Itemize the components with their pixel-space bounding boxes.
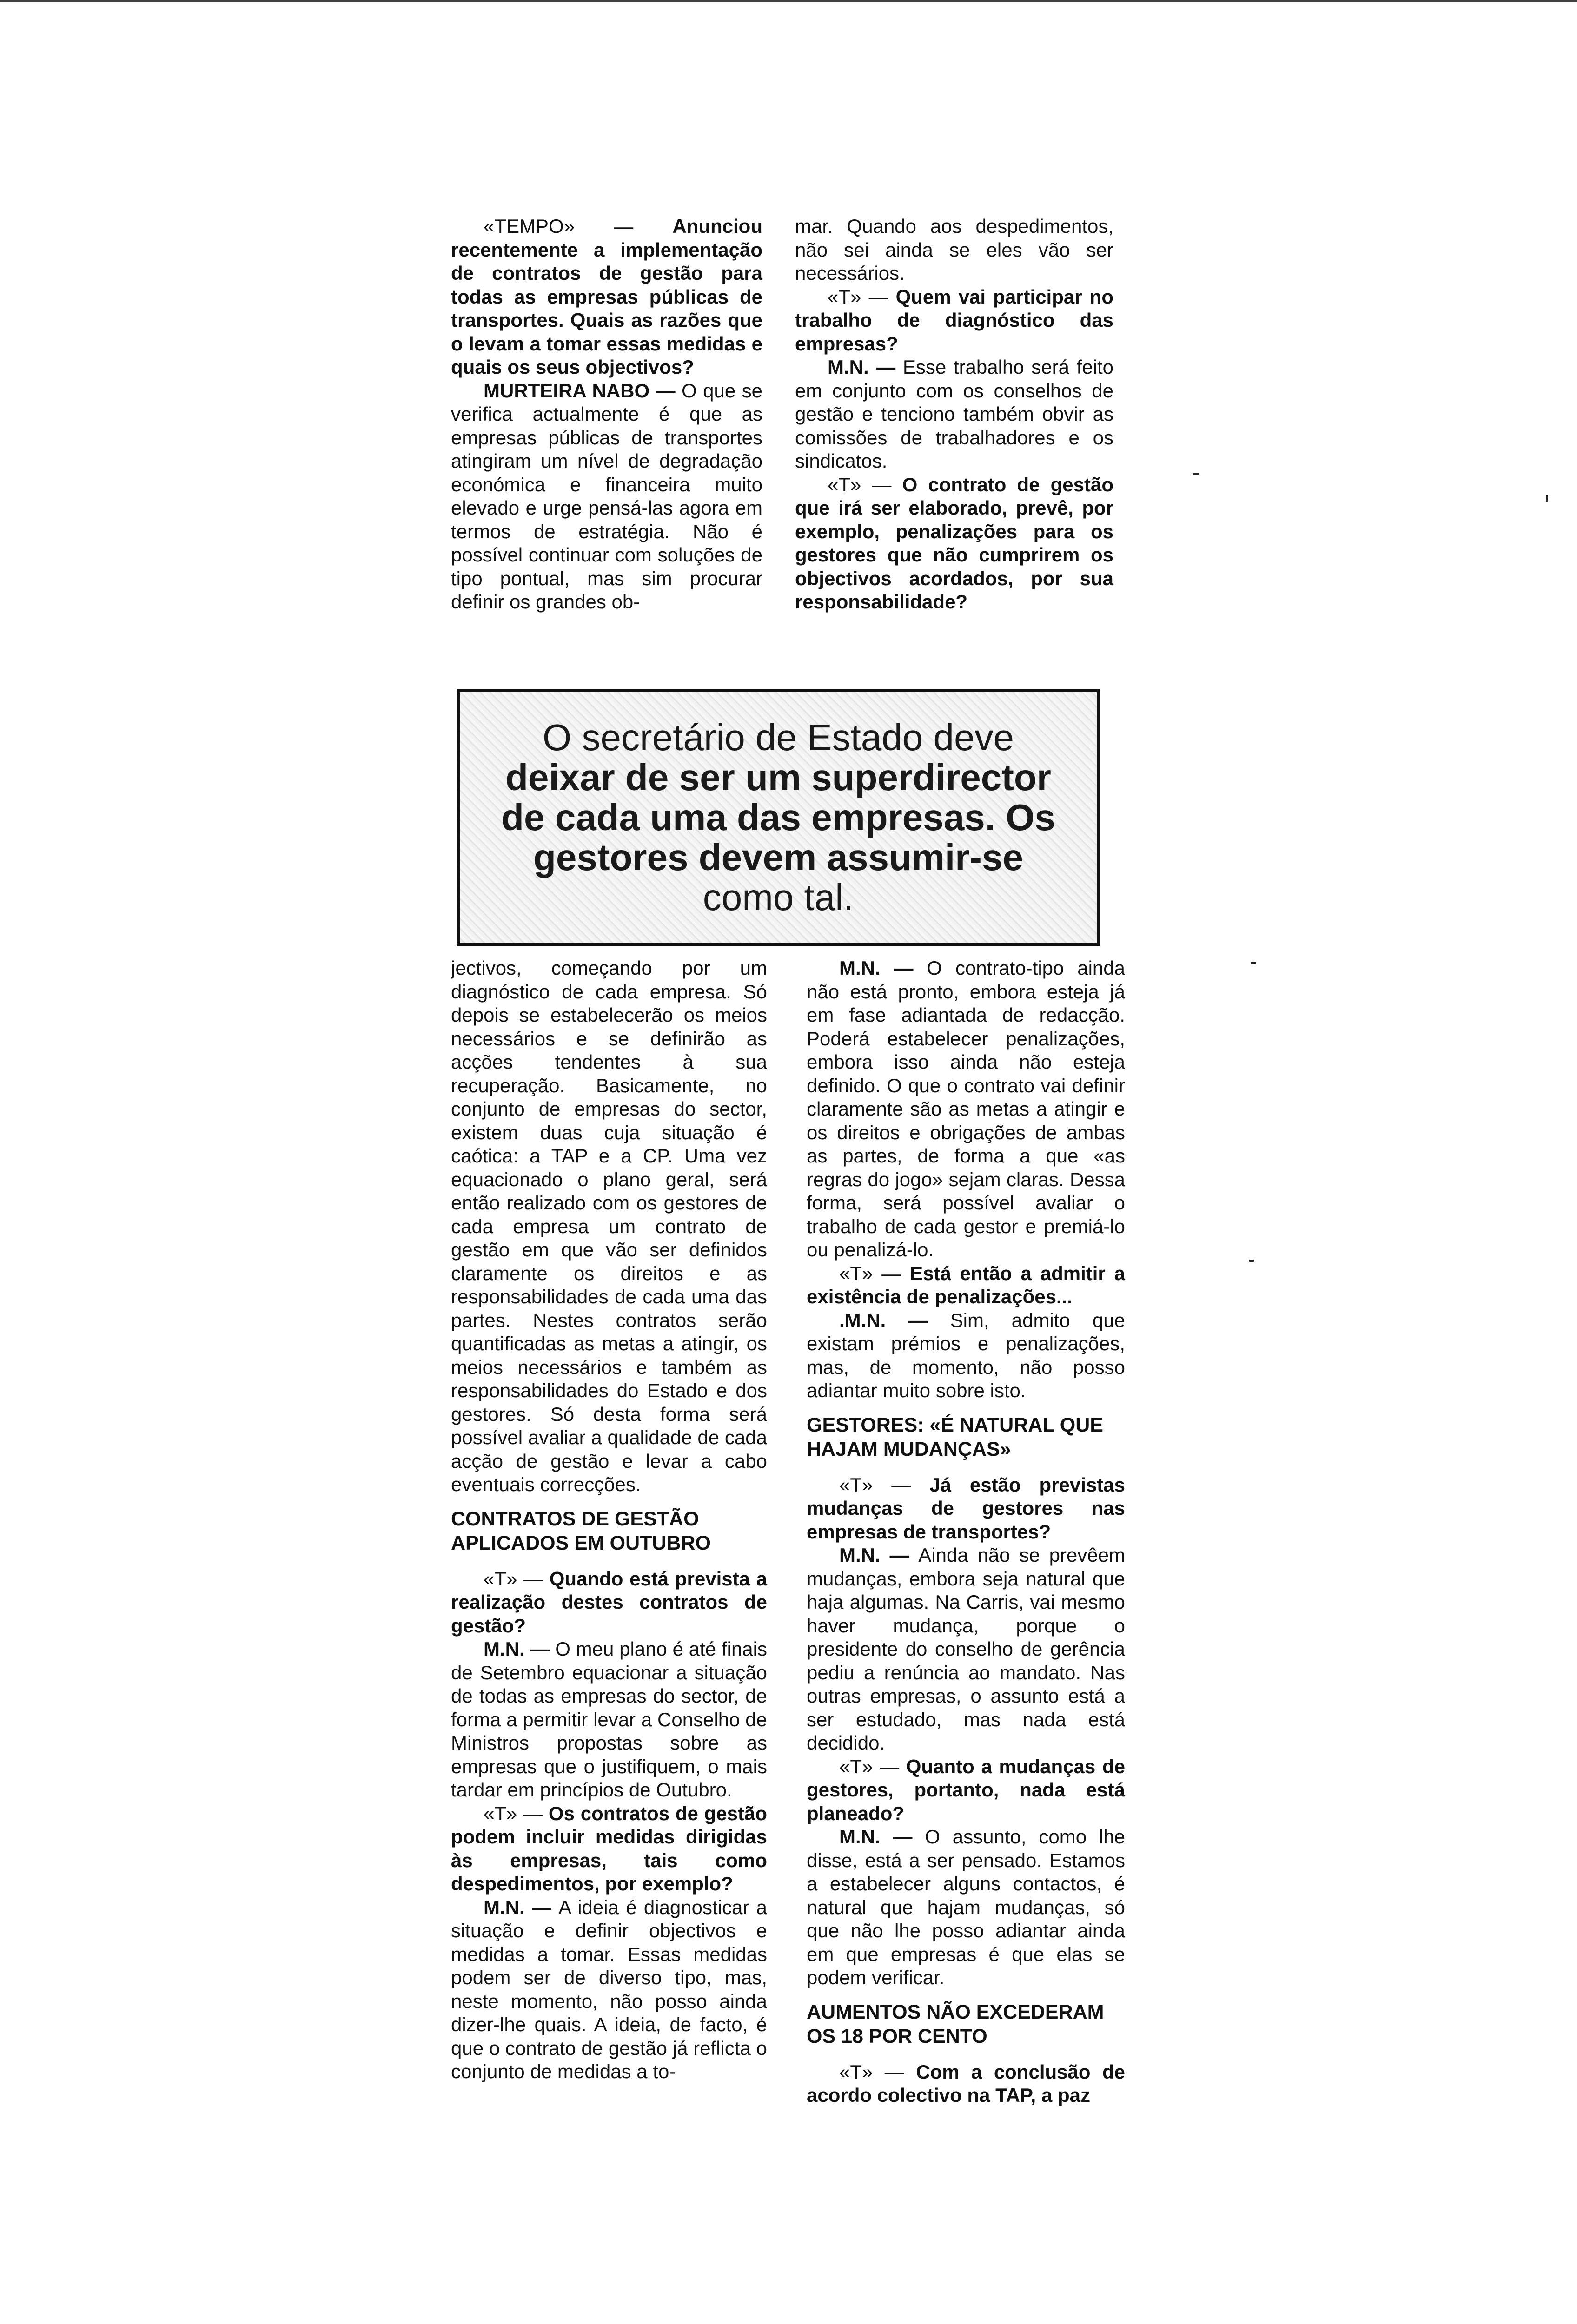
interview-answer — [807, 1309, 1125, 1403]
speaker-label: M.N. — — [484, 1896, 559, 1918]
scan-speck — [1251, 962, 1256, 964]
paragraph-text: Anunciou recentemente a implementação de contratos de gestão para todas as empresas públicas de transportes. Quais as razões que o levam a tomar essas medidas e quais os seus objectivos? — [451, 215, 762, 378]
interview-answer — [451, 379, 762, 614]
paragraph-text: Sim, admito que existam prémios e penalizações, mas, de momento, não posso adiantar muito sobre isto. — [807, 1309, 1125, 1401]
scan-speck — [1249, 1260, 1254, 1262]
paragraph-text: Quanto a mudanças de gestores, portanto, nada está planeado? — [807, 1755, 1125, 1824]
paragraph-text: Com a conclusão de acordo colectivo na TAP, a paz — [807, 2060, 1125, 2106]
interview-answer — [807, 957, 1125, 1262]
speaker-label: M.N. — — [839, 1826, 925, 1848]
column-bottom-right — [807, 957, 1125, 2107]
pull-quote-line: como tal. — [702, 877, 854, 918]
speaker-label: «T» — — [484, 1802, 549, 1824]
paragraph-text: Esse trabalho será feito em conjunto com os conselhos de gestão e tenciono também obvir as comissões de trabalhadores e os sindicatos. — [795, 356, 1114, 472]
speaker-label: M.N. — — [839, 1544, 919, 1566]
section-heading: GESTORES: «É NATURAL QUE HAJAM MUDANÇAS» — [807, 1413, 1103, 1460]
speaker-label: M.N. — — [484, 1638, 556, 1660]
interview-question — [451, 1802, 767, 1896]
speaker-label: «T» — — [839, 1473, 930, 1496]
paragraph-text: O contrato de gestão que irá ser elaborado, prevê, por exemplo, penalizações para os gestores que não cumprirem os objectivos acordados, por sua responsabilidade? — [795, 473, 1114, 613]
section-heading: AUMENTOS NÃO EXCEDERAM OS 18 POR CENTO — [807, 2000, 1104, 2047]
paragraph-text: O assunto, como lhe disse, está a ser pensado. Estamos a estabelecer alguns contactos, é natural que hajam mudanças, só que não lhe posso adiantar ainda em que empresas é que elas se podem verificar. — [807, 1826, 1125, 1988]
interview-answer — [451, 957, 767, 1497]
interview-question — [807, 1262, 1125, 1309]
paragraph-text: O contrato-tipo ainda não está pronto, embora esteja já em fase adiantada de redacção. Poderá estabelecer penalizações, embora isso ainda não esteja definido. O que o contrato vai definir claramente são as metas a atingir e os direitos e obrigações de ambas as partes, de forma a que «as regras do jogo» sejam claras. Dessa forma, será possível avaliar o trabalho de cada gestor e premiá-lo ou penalizá-lo. — [807, 957, 1126, 1261]
paragraph-text: mar. Quando aos despedimentos, não sei ainda se eles vão ser necessários. — [795, 215, 1113, 284]
speaker-label: «T» — — [484, 1567, 550, 1590]
speaker-label: MURTEIRA NABO — — [484, 379, 682, 402]
pull-quote-box — [457, 689, 1100, 946]
speaker-label: M.N. — — [839, 957, 927, 979]
section-heading: CONTRATOS DE GESTÃO APLICADOS EM OUTUBRO — [451, 1507, 711, 1554]
paragraph-text: Já estão previstas mudanças de gestores nas empresas de transportes? — [807, 1473, 1125, 1543]
paragraph-text: jectivos, começando por um diagnóstico de cada empresa. Só depois se estabelecerão os meios necessários e se definirão as acções tendentes à sua recuperação. Basicamente, no conjunto de empresas do sector, existem duas cuja situação é caótica: a TAP e a CP. Uma vez equacionado o plano geral, será então realizado com os gestores de cada empresa um contrato de gestão em que vão ser definidos claramente os direitos e as responsabilidades de cada uma das partes. Nestes contratos serão quantificadas as metas a atingir, os meios necessários e também as responsabilidades do Estado e dos gestores. Só desta forma será possível avaliar a qualidade de cada acção de gestão e levar a cabo eventuais correcções. — [451, 957, 767, 1495]
scan-speck — [1546, 495, 1548, 502]
interview-answer — [807, 1544, 1125, 1755]
column-top-right — [795, 215, 1113, 614]
pull-quote-line: O secretário de Estado deve — [543, 717, 1014, 758]
interview-answer — [795, 215, 1113, 285]
interview-answer — [451, 1637, 767, 1802]
scan-speck — [1193, 473, 1199, 475]
interview-question — [451, 1567, 767, 1638]
paragraph-text: A ideia é diagnosticar a situação e definir objectivos e medidas a tomar. Essas medidas podem ser de diverso tipo, mas, neste momento, não posso ainda dizer-lhe quais. A ideia, de facto, é que o contrato de gestão já reflicta o conjunto de medidas a to- — [451, 1896, 767, 2082]
interview-question — [807, 1755, 1125, 1826]
interview-question — [795, 473, 1113, 614]
interview-answer — [795, 356, 1113, 473]
paragraph-text: Quem vai participar no trabalho de diagnóstico das empresas? — [795, 285, 1113, 355]
interview-question — [807, 1473, 1125, 1544]
interview-question — [795, 285, 1113, 356]
column-bottom-left — [451, 957, 767, 2084]
column-top-left — [451, 215, 762, 614]
speaker-label: M.N. — — [828, 356, 903, 378]
pull-quote-line: gestores devem assumir-se — [533, 837, 1023, 878]
interview-answer — [807, 1825, 1125, 1990]
paragraph-text: Ainda não se prevêem mudanças, embora seja natural que haja algumas. Na Carris, vai mesmo haver mudança, porque o presidente do conselho de gerência pediu a renúncia ao mandato. Nas outras empresas, o assunto está a ser estudado, mas nada está decidido. — [807, 1544, 1125, 1754]
speaker-label: «T» — — [839, 1755, 906, 1777]
paragraph-text: O que se verifica actualmente é que as empresas públicas de transportes atingiram um nível de degradação económica e financeira muito elevado e urge pensá-las agora em termos de estratégia. Não é possível continuar com soluções de tipo pontual, mas sim procurar definir os grandes ob- — [451, 379, 762, 613]
pull-quote-line: de cada uma das empresas. Os — [501, 797, 1055, 838]
paragraph-text: Os contratos de gestão podem incluir medidas dirigidas às empresas, tais como despedimentos, por exemplo? — [451, 1802, 768, 1895]
speaker-label: «T» — — [828, 285, 896, 308]
speaker-label: .M.N. — — [839, 1309, 950, 1331]
pull-quote-line: deixar de ser um superdirector — [505, 757, 1051, 798]
speaker-label: «T» — — [839, 2060, 916, 2083]
interview-question — [807, 2060, 1125, 2107]
paragraph-text: O meu plano é até finais de Setembro equacionar a situação de todas as empresas do sector, de forma a permitir levar a Conselho de Ministros propostas sobre as empresas que o justifiquem, o mais tardar em princípios de Outubro. — [451, 1638, 767, 1801]
speaker-label: «T» — — [828, 473, 902, 495]
speaker-label: «T» — — [839, 1262, 910, 1284]
interview-question — [451, 215, 762, 379]
paragraph-text: Quando está prevista a realização destes contratos de gestão? — [451, 1567, 767, 1637]
interview-answer — [451, 1896, 767, 2084]
paragraph-text: Está então a admitir a existência de penalizações... — [807, 1262, 1125, 1307]
speaker-label: «TEMPO» — — [484, 215, 673, 237]
